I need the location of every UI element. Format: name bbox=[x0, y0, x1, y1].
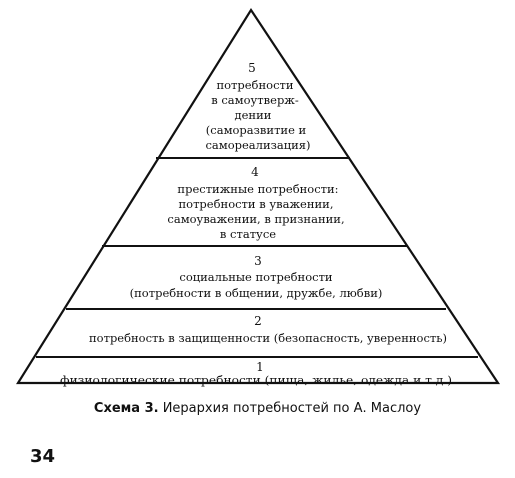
level-1-number: 1 bbox=[256, 360, 264, 374]
level-3-line-2: (потребности в общении, дружбе, любви) bbox=[129, 286, 383, 300]
level-5-line-1: потребности bbox=[216, 78, 294, 92]
level-5-line-2: в самоутверж- bbox=[211, 93, 299, 107]
level-2 bbox=[89, 314, 447, 345]
level-3-line-1: социальные потребности bbox=[179, 270, 333, 284]
level-5-number: 5 bbox=[248, 61, 256, 75]
figure-caption bbox=[0, 401, 515, 416]
level-4-line-2: потребности в уважении, bbox=[178, 197, 334, 211]
level-5-line-3: дении bbox=[234, 108, 272, 122]
level-1-line-1: физиологические потребности (пища, жилье, одежда и т.д.) bbox=[60, 373, 452, 387]
level-5-line-5: самореализация) bbox=[205, 138, 311, 152]
caption-label: Схема 3. bbox=[93, 401, 159, 416]
level-4 bbox=[167, 165, 344, 241]
level-4-number: 4 bbox=[251, 165, 259, 179]
level-4-line-3: самоуважении, в признании, bbox=[167, 212, 345, 226]
level-4-line-1: престижные потребности: bbox=[177, 182, 339, 196]
page-number: 34 bbox=[30, 446, 56, 467]
level-2-line-1: потребность в защищенности (безопасность, уверенность) bbox=[89, 331, 447, 345]
level-3 bbox=[130, 254, 383, 300]
level-5-line-4: (саморазвитие и bbox=[205, 123, 307, 137]
level-3-number: 3 bbox=[254, 254, 262, 268]
level-4-line-4: в статусе bbox=[219, 227, 277, 241]
level-2-number: 2 bbox=[254, 314, 262, 328]
caption-text: Иерархия потребностей по А. Маслоу bbox=[162, 401, 422, 416]
level-1 bbox=[60, 360, 452, 387]
